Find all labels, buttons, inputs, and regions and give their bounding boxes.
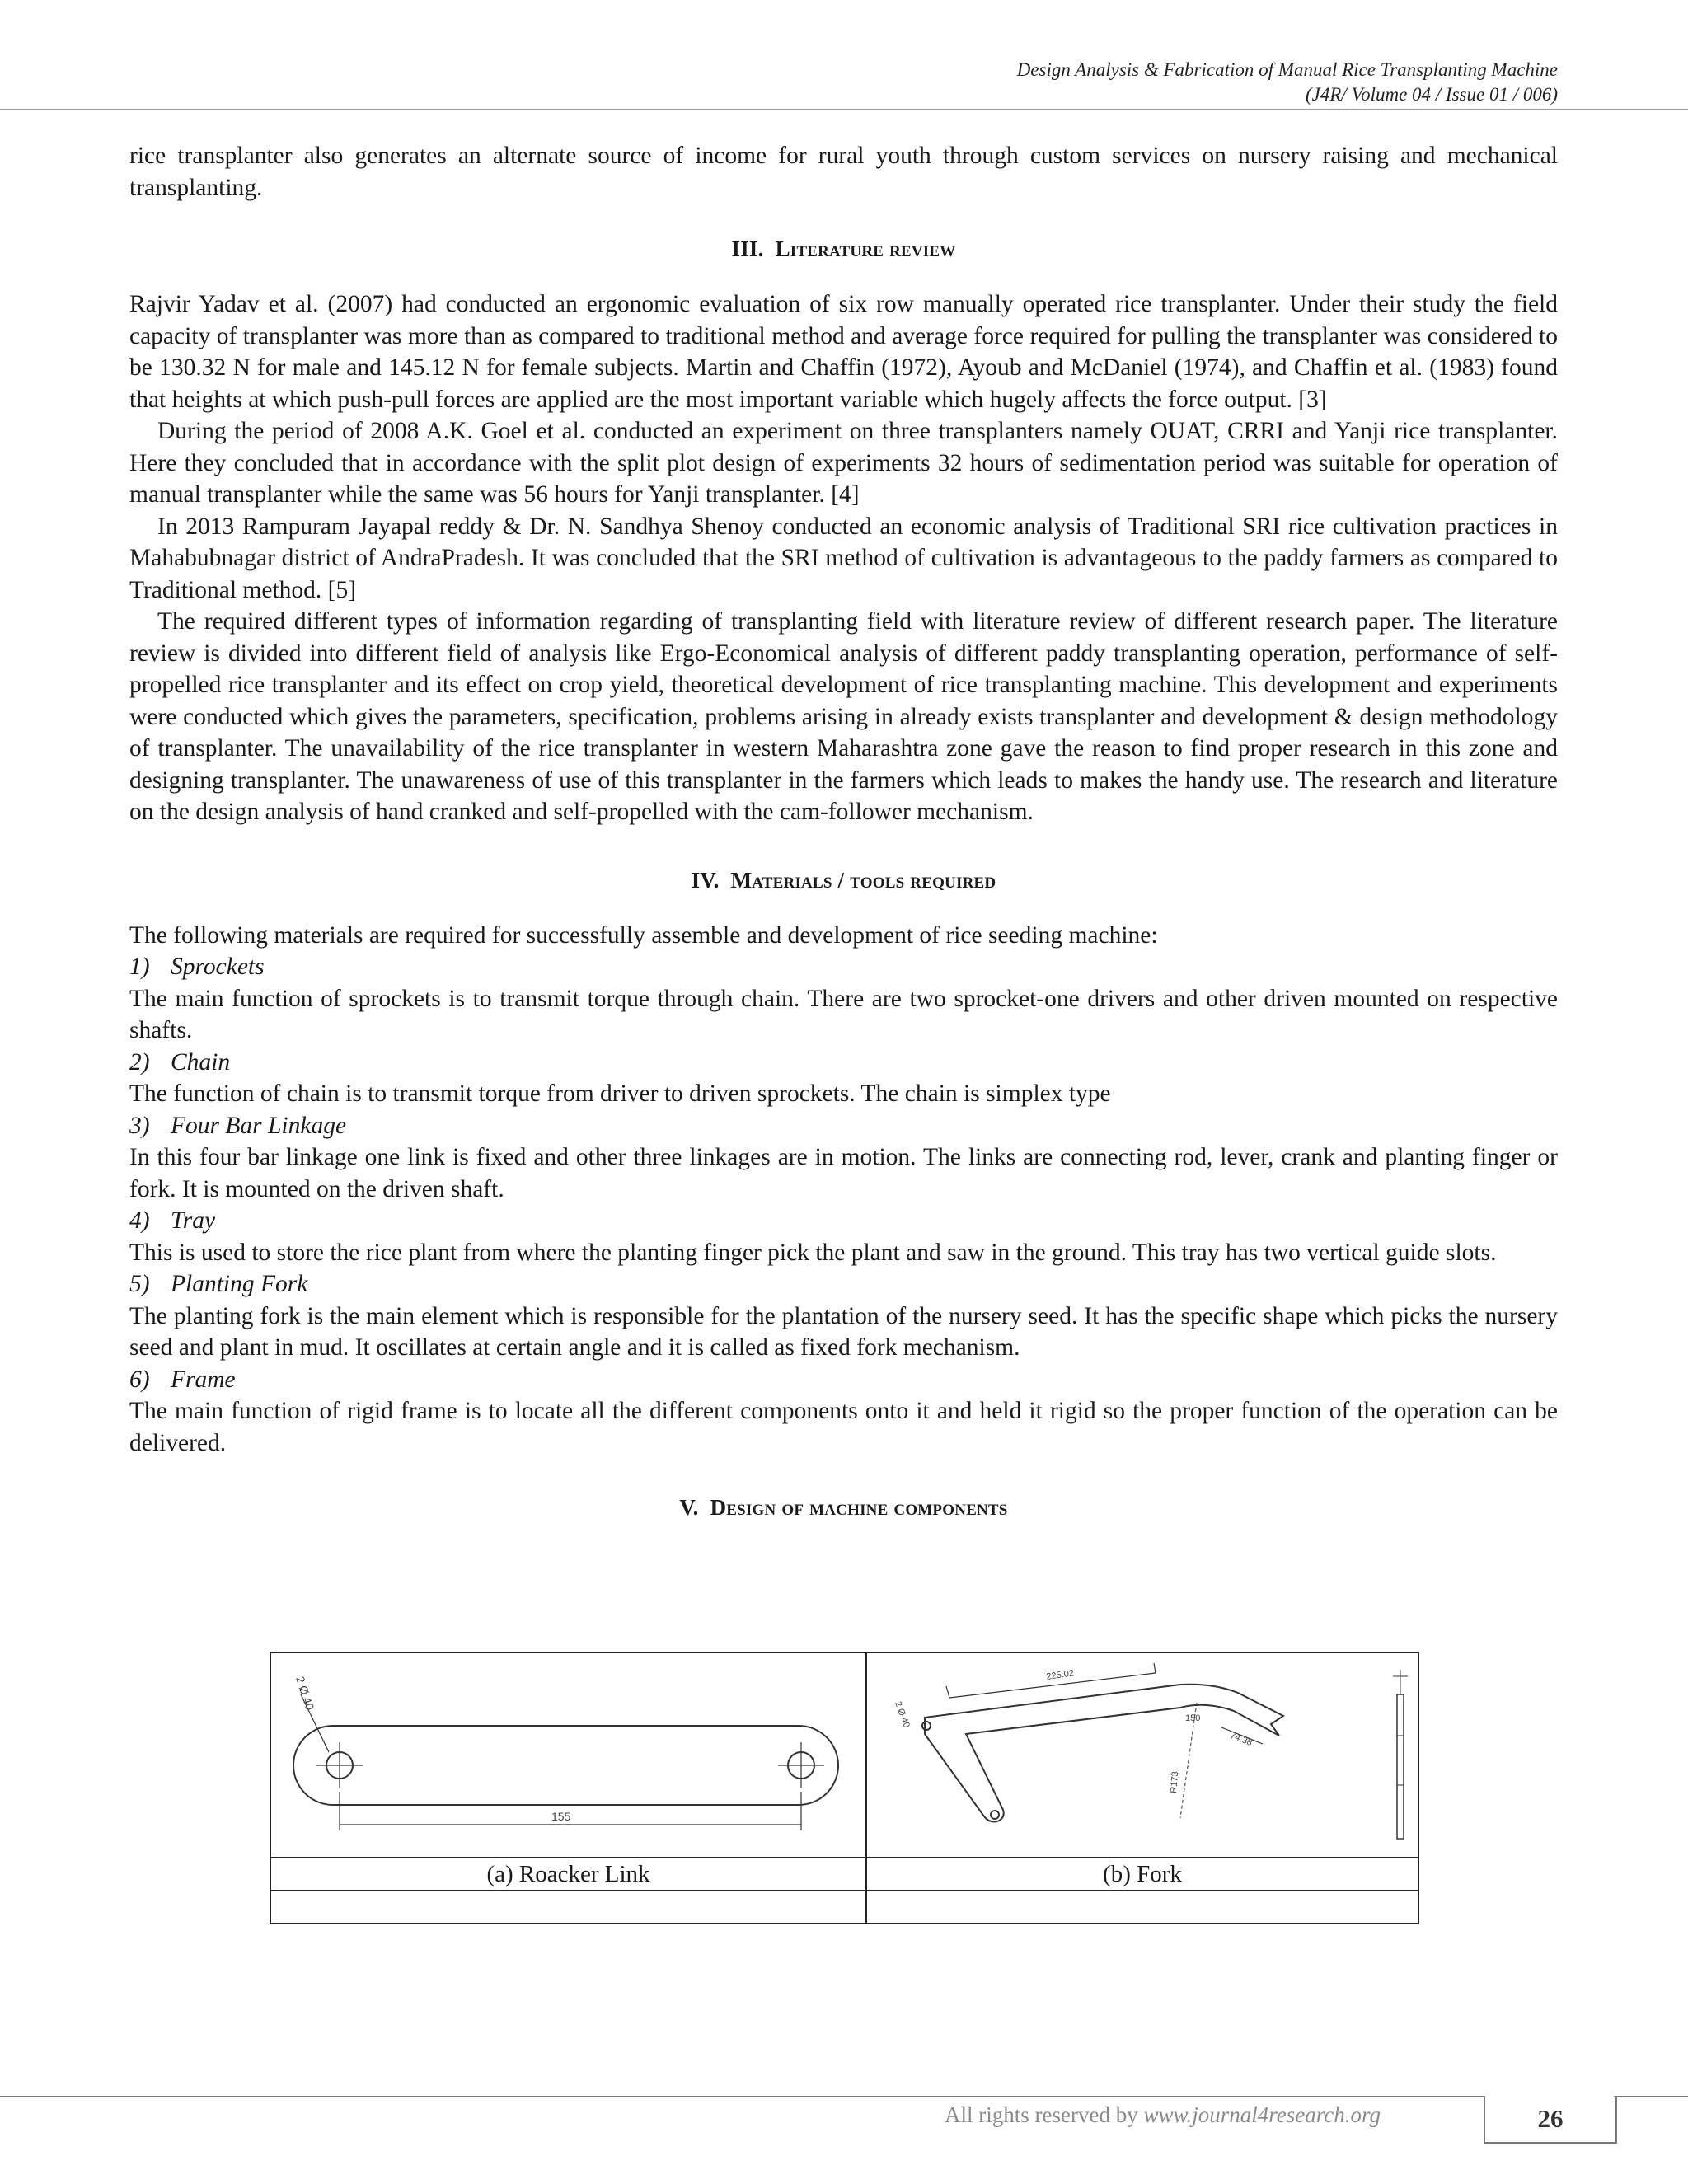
material-item-text: The function of chain is to transmit torque from driver to driven sprockets. The chain is simplex type bbox=[129, 1080, 1111, 1107]
footer-divider-tail bbox=[1614, 2096, 1688, 2097]
section-5-number: V. bbox=[679, 1495, 699, 1520]
header-divider bbox=[0, 109, 1688, 110]
page-number: 26 bbox=[1484, 2096, 1617, 2144]
literature-paragraph: In 2013 Rampuram Jayapal reddy & Dr. N. Sandhya Shenoy conducted an economic analysis of Traditional SRI rice cultivation practices in Mahabubnagar district of AndraPradesh. It was concluded that the SRI method of cultivation is advantageous to the paddy farmers as compared to Traditional method. [5] bbox=[129, 513, 1558, 603]
fork-bend-dimension: 150 bbox=[1184, 1713, 1201, 1723]
literature-paragraph: Rajvir Yadav et al. (2007) had conducted an ergonomic evaluation of six row manually operated rice transplanter. Under their study the field capacity of transplanter was more than as compared to traditional method and average force required for pulling the transplanter was considered to be 130.32 N for male and 145.12 N for female subjects. Martin and Chaffin (1972), Ayoub and McDaniel (1974), and Chaffin et al. (1983) found that heights at which push-pull forces are applied are the most important variable which hugely affects the force output. [3] bbox=[129, 291, 1558, 413]
section-4-title: Materials / tools required bbox=[730, 867, 996, 893]
material-item-title: 5) Planting Fork bbox=[129, 1271, 308, 1297]
section-5-heading bbox=[129, 1495, 1558, 1521]
footer-copyright: All rights reserved by www.journal4research.org bbox=[945, 2102, 1381, 2127]
rocker-link-drawing bbox=[270, 1652, 866, 1858]
page-body bbox=[129, 140, 1558, 1544]
fork-tip-dimension: 74.38 bbox=[1228, 1730, 1254, 1749]
figure-caption-a: (a) Roacker Link bbox=[270, 1858, 866, 1891]
figure-empty-cell bbox=[866, 1891, 1418, 1924]
rocker-link-svg bbox=[271, 1653, 867, 1857]
fork-hole-bottom bbox=[991, 1811, 999, 1819]
figure-empty-cell bbox=[270, 1891, 866, 1924]
material-item-text: The main function of sprockets is to transmit torque through chain. There are two sprocket-one drivers and other driven mounted on respective shafts. bbox=[129, 985, 1558, 1043]
material-item-title: 1) Sprockets bbox=[129, 954, 265, 980]
literature-paragraph: The required different types of information regarding of transplanting field with literature review of different research paper. The literature review is divided into different field of analysis like Ergo-Economical analysis of different paddy transplanting operation, performance of self-propelled rice transplanter and its effect on crop yield, theoretical development of rice transplanting machine. This development and experiments were conducted which gives the parameters, specification, problems arising in already exists transplanter and development & design methodology of transplanter. The unavailability of the rice transplanter in western Maharashtra zone gave the reason to find proper research in this zone and designing transplanter. The unawareness of use of this transplanter in the farmers which leads to makes the handy use. The research and literature on the design analysis of hand cranked and self-propelled with the cam-follower mechanism. bbox=[129, 608, 1558, 825]
section-4-number: IV. bbox=[691, 867, 720, 893]
header-title: Design Analysis & Fabrication of Manual Rice Transplanting Machine bbox=[1016, 59, 1558, 80]
material-item-text: This is used to store the rice plant from where the planting finger pick the plant and saw in the ground. This tray has two vertical guide slots. bbox=[129, 1239, 1497, 1266]
fork-side-view bbox=[1397, 1694, 1404, 1839]
fork-hole-dimension: 2 Ø 40 bbox=[893, 1699, 912, 1730]
link-length-label: 155 bbox=[551, 1810, 571, 1823]
material-item-text: In this four bar linkage one link is fixed and other three linkages are in motion. The links are connecting rod, lever, crank and planting finger or fork. It is mounted on the driven shaft. bbox=[129, 1144, 1558, 1202]
fork-drawing bbox=[866, 1652, 1418, 1858]
fork-hole-top bbox=[922, 1722, 931, 1730]
material-item-title: 2) Chain bbox=[129, 1048, 231, 1076]
footer-site-link[interactable]: www.journal4research.org bbox=[1143, 2102, 1381, 2127]
figure-caption-b: (b) Fork bbox=[866, 1858, 1418, 1891]
link-outline bbox=[293, 1726, 838, 1805]
fork-outline bbox=[925, 1685, 1283, 1822]
material-item-text: The planting fork is the main element which is responsible for the plantation of the nursery seed. It has the specific shape which picks the nursery seed and plant in mud. It oscillates at certain angle and it is called as fixed fork mechanism. bbox=[129, 1302, 1558, 1361]
material-item-text: The main function of rigid frame is to locate all the different components onto it and held it rigid so the proper function of the operation can be delivered. bbox=[129, 1398, 1558, 1456]
fork-top-dimension: 225.02 bbox=[1045, 1668, 1075, 1682]
materials-intro: The following materials are required for successfully assemble and development of rice seeding machine: bbox=[129, 921, 1158, 949]
section-5-title: Design of machine components bbox=[710, 1495, 1008, 1520]
section-3-number: III. bbox=[731, 237, 764, 261]
link-diameter-label: 2 Ø 40 bbox=[293, 1674, 317, 1712]
figure-table bbox=[270, 1652, 1419, 1924]
section-3-heading bbox=[129, 237, 1558, 262]
material-item-title: 4) Tray bbox=[129, 1207, 216, 1234]
header-issue: (J4R/ Volume 04 / Issue 01 / 006) bbox=[1306, 84, 1558, 105]
material-item-title: 6) Frame bbox=[129, 1366, 236, 1393]
section-3-title: Literature review bbox=[775, 237, 956, 261]
fork-height-dimension: R173 bbox=[1169, 1771, 1181, 1794]
intro-paragraph: rice transplanter also generates an alternate source of income for rural youth through custom services on nursery raising and mechanical transplanting. bbox=[129, 143, 1558, 201]
section-4-heading bbox=[129, 868, 1558, 893]
material-item-title: 3) Four Bar Linkage bbox=[129, 1112, 347, 1139]
fork-svg bbox=[867, 1653, 1419, 1857]
literature-paragraph: During the period of 2008 A.K. Goel et al. conducted an experiment on three transplanters namely OUAT, CRRI and Yanji rice transplanter. Here they concluded that in accordance with the split plot design of experiments 32 hours of sedimentation period was suitable for operation of manual transplanter while the same was 56 hours for Yanji transplanter. [4] bbox=[129, 418, 1558, 508]
running-header bbox=[1017, 58, 1558, 107]
